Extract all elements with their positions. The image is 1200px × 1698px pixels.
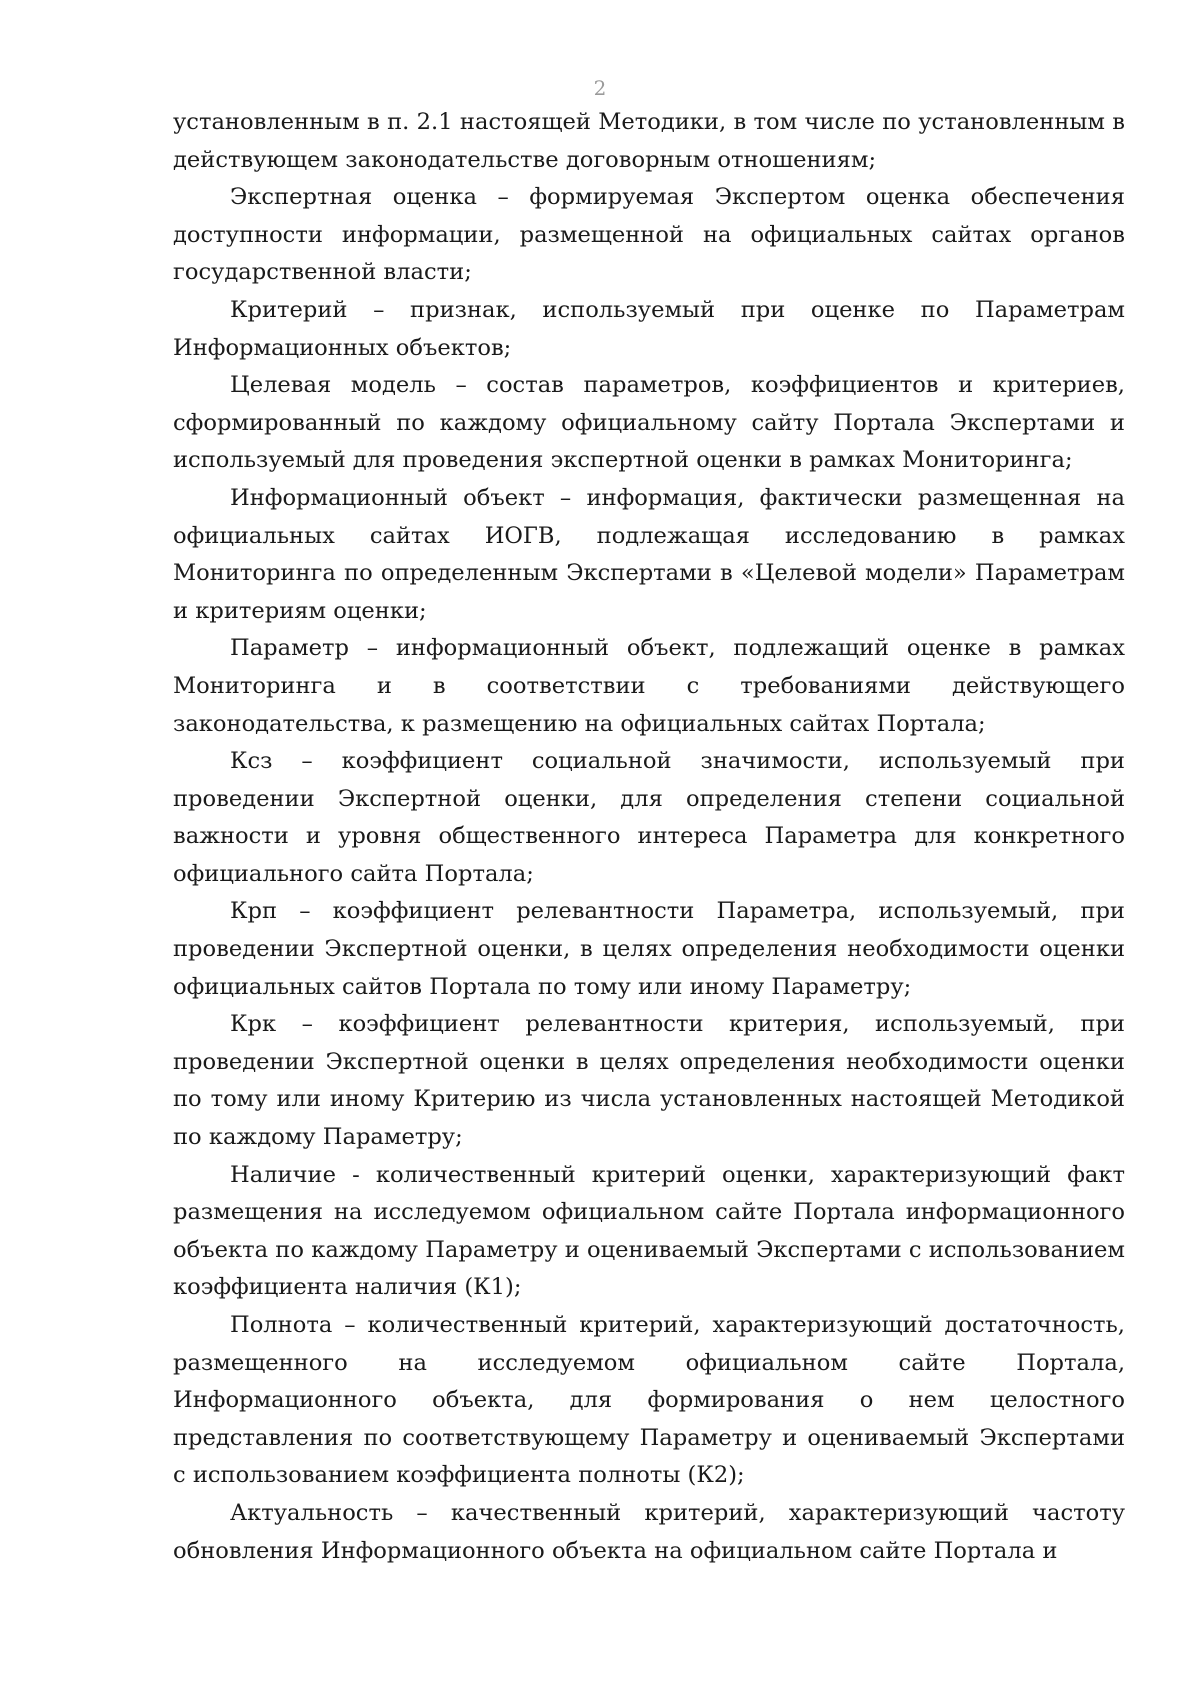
definition-information-object: Информационный объект – информация, фактически размещенная на официальных сайтах ИОГВ, подлежащая исследованию в рамках Мониторинга по определенным Экспертами в «Целевой модели» Параметрам и критериям оценки; — [173, 484, 1125, 624]
definition-criterion: Критерий – признак, используемый при оценке по Параметрам Информационных объектов; — [173, 296, 1125, 361]
paragraph-continuation: установленным в п. 2.1 настоящей Методики, в том числе по установленным в действующем законодательстве договорным отношениям; — [173, 109, 1125, 173]
definition-target-model: Целевая модель – состав параметров, коэффициентов и критериев, сформированный по каждому официальному сайту Портала Экспертами и используемый для проведения экспертной оценки в рамках Мониторинга; — [173, 372, 1125, 474]
page-number: 2 — [593, 76, 607, 100]
definition-presence: Наличие - количественный критерий оценки, характеризующий факт размещения на исследуемом официальном сайте Портала информационного объекта по каждому Параметру и оцениваемый Экспертами с использованием коэффициента наличия (К1); — [173, 1161, 1125, 1301]
document-body — [173, 104, 1125, 1570]
definition-expert-assessment: Экспертная оценка – формируемая Экспертом оценка обеспечения доступности информации, размещенной на официальных сайтах органов государственной власти; — [173, 184, 1125, 286]
definition-completeness: Полнота – количественный критерий, характеризующий достаточность, размещенного на исследуемом официальном сайте Портала, Информационного объекта, для формирования о нем целостного представления по соответствующему Параметру и оцениваемый Экспертами с использованием коэффициента полноты (К2); — [173, 1312, 1125, 1489]
definition-parameter: Параметр – информационный объект, подлежащий оценке в рамках Мониторинга и в соответствии с требованиями действующего законодательства, к размещению на официальных сайтах Портала; — [173, 635, 1125, 737]
definition-ksz: Ксз – коэффициент социальной значимости, используемый при проведении Экспертной оценки, для определения степени социальной важности и уровня общественного интереса Параметра для конкретного официального сайта Портала; — [173, 748, 1125, 887]
definition-krk: Крк – коэффициент релевантности критерия, используемый, при проведении Экспертной оценки в целях определения необходимости оценки по тому или иному Критерию из числа установленных настоящей Методикой по каждому Параметру; — [173, 1011, 1125, 1151]
definition-krp: Крп – коэффициент релевантности Параметра, используемый, при проведении Экспертной оценки, в целях определения необходимости оценки официальных сайтов Портала по тому или иному Параметру; — [173, 898, 1125, 1000]
definition-relevance: Актуальность – качественный критерий, характеризующий частоту обновления Информационного объекта на официальном сайте Портала и — [173, 1499, 1125, 1564]
